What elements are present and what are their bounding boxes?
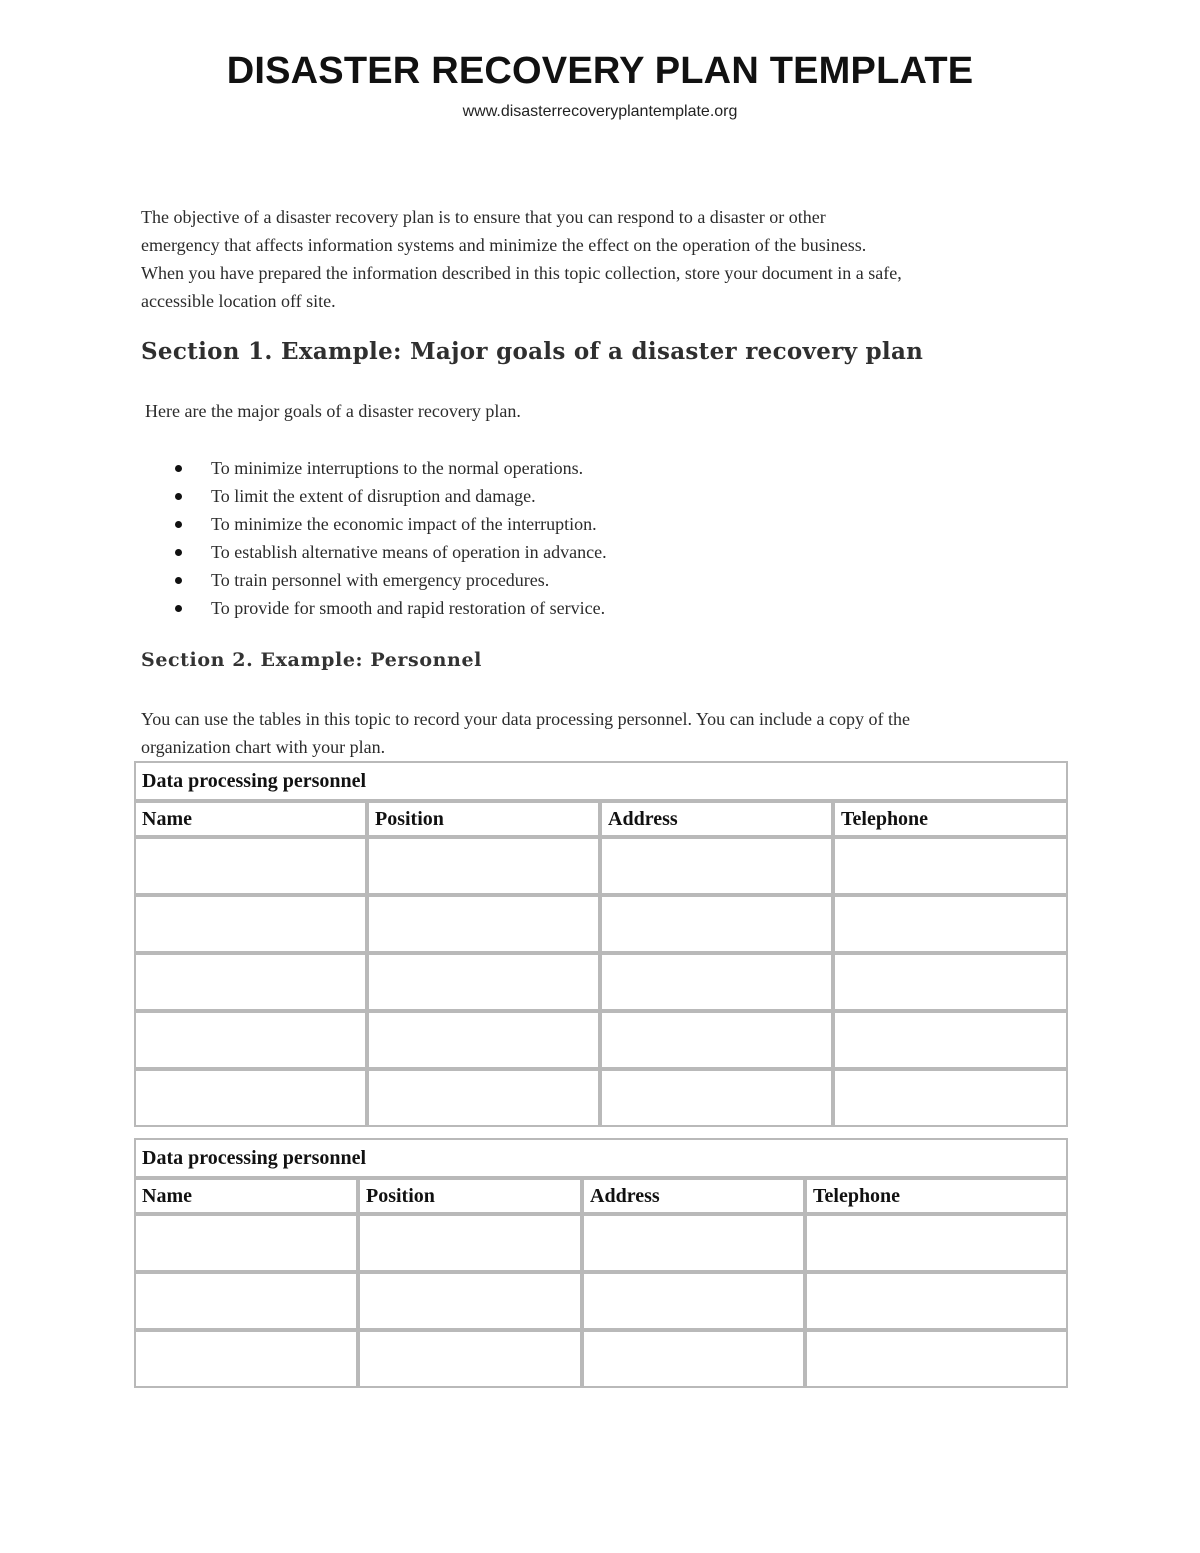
table-row (134, 837, 1068, 895)
section-1-heading: Section 1. Example: Major goals of a disaster recovery plan (141, 338, 924, 365)
table-cell[interactable] (134, 837, 367, 895)
goal-text: To provide for smooth and rapid restoration of service. (211, 598, 606, 618)
table-row (134, 1069, 1068, 1127)
table-row (134, 895, 1068, 953)
intro-line: When you have prepared the information described in this topic collection, store your document in a safe, (141, 263, 902, 283)
list-item (211, 482, 607, 510)
bullet-icon (175, 521, 182, 528)
table-cell[interactable] (600, 895, 833, 953)
table-cell[interactable] (600, 1011, 833, 1069)
table-cell[interactable] (833, 837, 1068, 895)
table-cell[interactable] (833, 953, 1068, 1011)
table-cell[interactable] (358, 1214, 582, 1272)
table-cell[interactable] (367, 1069, 600, 1127)
list-item (211, 566, 607, 594)
table-cell[interactable] (833, 1011, 1068, 1069)
table-row (134, 1011, 1068, 1069)
table-cell[interactable] (833, 1069, 1068, 1127)
section-2-description (141, 705, 1081, 761)
table-row (134, 1214, 1068, 1272)
table-cell[interactable] (582, 1272, 805, 1330)
list-item (211, 510, 607, 538)
table-cell[interactable] (358, 1330, 582, 1388)
table-caption: Data processing personnel (134, 761, 1068, 801)
goals-lead-text: Here are the major goals of a disaster recovery plan. (145, 401, 521, 421)
document-title: DISASTER RECOVERY PLAN TEMPLATE (226, 50, 974, 92)
intro-line: emergency that affects information systems and minimize the effect on the operation of the business. (141, 235, 867, 255)
column-header-address: Address (600, 801, 833, 837)
table-cell[interactable] (358, 1272, 582, 1330)
personnel-table (134, 761, 1068, 1127)
table-cell[interactable] (600, 837, 833, 895)
column-header-telephone: Telephone (833, 801, 1068, 837)
section-2-heading: Section 2. Example: Personnel (141, 649, 482, 671)
table-cell[interactable] (134, 1330, 358, 1388)
website-url: www.disasterrecoveryplantemplate.org (462, 103, 738, 120)
table-cell[interactable] (582, 1214, 805, 1272)
bullet-icon (175, 493, 182, 500)
table-cell[interactable] (134, 1272, 358, 1330)
goal-text: To limit the extent of disruption and damage. (211, 486, 536, 506)
column-header-position: Position (358, 1178, 582, 1214)
list-item (211, 538, 607, 566)
table-row (134, 1272, 1068, 1330)
column-header-name: Name (134, 1178, 358, 1214)
column-header-name: Name (134, 801, 367, 837)
table-cell[interactable] (582, 1330, 805, 1388)
table-cell[interactable] (134, 1069, 367, 1127)
goals-list (211, 454, 607, 622)
bullet-icon (175, 465, 182, 472)
table-row (134, 953, 1068, 1011)
bullet-icon (175, 549, 182, 556)
table-caption: Data processing personnel (134, 1138, 1068, 1178)
table-cell[interactable] (134, 1011, 367, 1069)
table-cell[interactable] (367, 1011, 600, 1069)
table-cell[interactable] (805, 1272, 1068, 1330)
table-cell[interactable] (833, 895, 1068, 953)
table-cell[interactable] (805, 1330, 1068, 1388)
bullet-icon (175, 605, 182, 612)
table-row (134, 1330, 1068, 1388)
description-line: You can use the tables in this topic to record your data processing personnel. You can include a copy of the (141, 709, 910, 729)
table-cell[interactable] (600, 953, 833, 1011)
column-header-telephone: Telephone (805, 1178, 1068, 1214)
table-cell[interactable] (367, 895, 600, 953)
intro-line: accessible location off site. (141, 291, 336, 311)
table-cell[interactable] (134, 1214, 358, 1272)
table-cell[interactable] (134, 895, 367, 953)
intro-paragraph (141, 203, 1076, 315)
bullet-icon (175, 577, 182, 584)
goal-text: To train personnel with emergency procedures. (211, 570, 550, 590)
column-header-address: Address (582, 1178, 805, 1214)
column-header-position: Position (367, 801, 600, 837)
table-cell[interactable] (600, 1069, 833, 1127)
personnel-table (134, 1138, 1068, 1388)
list-item (211, 594, 607, 622)
goal-text: To minimize interruptions to the normal operations. (211, 458, 584, 478)
table-cell[interactable] (367, 837, 600, 895)
intro-line: The objective of a disaster recovery plan is to ensure that you can respond to a disaster or other (141, 207, 826, 227)
table-cell[interactable] (134, 953, 367, 1011)
goal-text: To establish alternative means of operation in advance. (211, 542, 607, 562)
description-line: organization chart with your plan. (141, 737, 386, 757)
list-item (211, 454, 607, 482)
table-cell[interactable] (805, 1214, 1068, 1272)
goal-text: To minimize the economic impact of the interruption. (211, 514, 597, 534)
table-cell[interactable] (367, 953, 600, 1011)
